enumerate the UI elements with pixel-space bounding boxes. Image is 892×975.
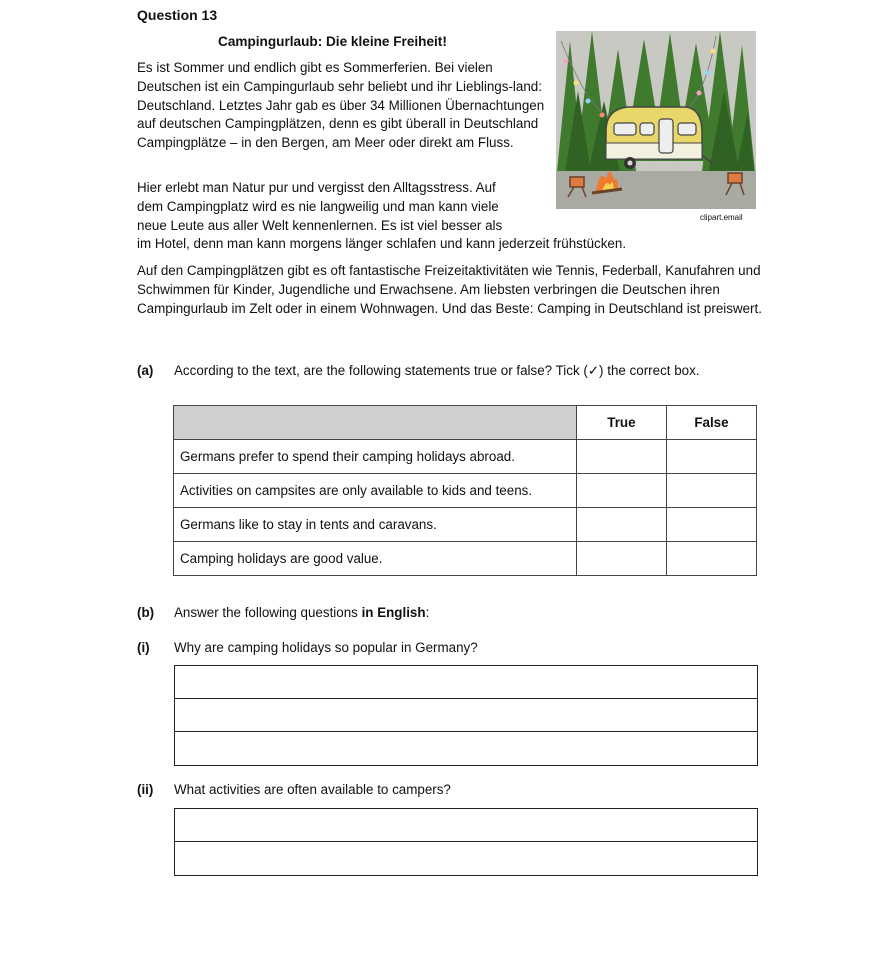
true-tick-box[interactable]: [576, 508, 666, 542]
table-row: [174, 542, 757, 576]
false-tick-box[interactable]: [666, 542, 756, 576]
answer-line[interactable]: [175, 809, 757, 842]
paragraph-line: neue Leute aus aller Welt kennenlernen. Es ist viel besser als: [137, 217, 503, 233]
question-i-text: Why are camping holidays so popular in Germany?: [174, 640, 478, 655]
part-b-label: (b): [137, 605, 155, 620]
table-header-row: [174, 406, 757, 440]
false-tick-box[interactable]: [666, 474, 756, 508]
answer-line[interactable]: [175, 666, 757, 699]
instruction-colon: :: [425, 605, 430, 620]
answer-line[interactable]: [175, 699, 757, 732]
part-b-instruction: [174, 605, 429, 620]
false-column-header: False: [666, 406, 756, 440]
article-title: Campingurlaub: Die kleine Freiheit!: [218, 34, 447, 49]
table-row: [174, 474, 757, 508]
instruction-text: Answer the following questions: [174, 605, 362, 620]
false-tick-box[interactable]: [666, 440, 756, 474]
part-a-instruction: According to the text, are the following statements true or false? Tick (✓) the correct box.: [174, 363, 700, 378]
statement-cell: Germans like to stay in tents and caravans.: [174, 508, 577, 542]
false-tick-box[interactable]: [666, 508, 756, 542]
article-paragraph-1: Es ist Sommer und endlich gibt es Sommerferien. Bei vielen Deutschen ist ein Campingurlaub sehr beliebt und ihr Lieblings-land: Deutschland. Letztes Jahr gab es über 34 Millionen Übernachtungen auf deutschen Campingplätzen, denn es gibt überall in Deutschland Campingplätze – in den Bergen, am Meer oder direkt am Fluss.: [137, 60, 545, 151]
article-paragraph-2: [137, 179, 662, 254]
question-ii-label: (ii): [137, 782, 154, 797]
paragraph-line: Hier erlebt man Natur pur und vergisst den Alltagsstress. Auf: [137, 180, 496, 195]
article-paragraph-3: Auf den Campingplätzen gibt es oft fantastische Freizeitaktivitäten wie Tennis, Federball, Kanufahren und Schwimmen für Kinder, Jugendliche und Erwachsene. Am liebsten verbringen die Deutschen ihren Campingurlaub im Zelt oder in einem Wohnwagen. Und das Beste: Camping in Deutschland ist preiswert.: [137, 263, 762, 316]
table-row: [174, 508, 757, 542]
paragraph-line: im Hotel, denn man kann morgens länger schlafen und kann jederzeit frühstücken.: [137, 236, 627, 252]
answer-box-i: [174, 665, 758, 766]
statement-cell: Activities on campsites are only available to kids and teens.: [174, 474, 577, 508]
statement-cell: Germans prefer to spend their camping holidays abroad.: [174, 440, 577, 474]
answer-line[interactable]: [175, 842, 757, 875]
statement-header: [174, 406, 577, 440]
paragraph-line: dem Campingplatz wird es nie langweilig und man kann viele: [137, 198, 499, 214]
true-tick-box[interactable]: [576, 440, 666, 474]
table-row: [174, 440, 757, 474]
image-credit: clipart.email: [700, 213, 743, 222]
instruction-emphasis: in English: [361, 605, 426, 620]
question-i-label: (i): [137, 640, 150, 655]
true-false-table: [173, 405, 757, 576]
statement-cell: Camping holidays are good value.: [174, 542, 577, 576]
true-tick-box[interactable]: [576, 542, 666, 576]
question-ii-text: What activities are often available to campers?: [174, 782, 451, 797]
answer-line[interactable]: [175, 732, 757, 765]
part-a-label: (a): [137, 363, 154, 378]
true-column-header: True: [576, 406, 666, 440]
answer-box-ii: [174, 808, 758, 876]
true-tick-box[interactable]: [576, 474, 666, 508]
question-number: Question 13: [137, 7, 218, 23]
